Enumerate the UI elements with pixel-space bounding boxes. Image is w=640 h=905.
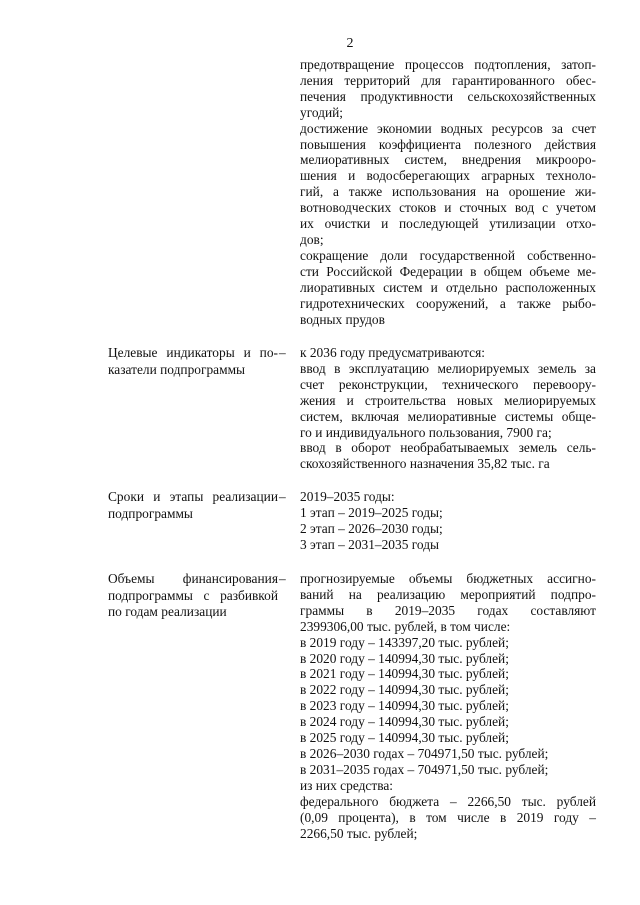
text-line: федерального бюджета – 2266,50 тыс. рублей: [300, 793, 596, 809]
row-dash: –: [279, 571, 286, 586]
text-line: ввод в эксплуатацию мелиорируемых земель за: [300, 360, 596, 376]
text-line: в 2021 году – 140994,30 тыс. рублей;: [300, 666, 509, 682]
text-line: в 2022 году – 140994,30 тыс. рублей;: [300, 682, 509, 698]
row-label: [108, 489, 278, 522]
text-line: предотвращение процессов подтопления, затоп-: [300, 57, 596, 72]
text-line: шения и водосберегающих аграрных техноло-: [300, 168, 596, 184]
text-line: 2399306,00 тыс. рублей, в том числе:: [300, 618, 511, 634]
page-number: 2: [346, 36, 354, 51]
text-line: лиоративных систем и отдельно расположенных: [300, 279, 596, 295]
row-label: [108, 345, 278, 378]
text-line: гий, а также использования на орошение жи-: [300, 184, 596, 200]
text-line: в 2025 году – 140994,30 тыс. рублей;: [300, 730, 509, 746]
text-line: печения продуктивности сельскохозяйственных: [300, 88, 596, 104]
text-line: угодий;: [300, 104, 344, 120]
text-line: го и индивидуального пользования, 7900 га;: [300, 424, 552, 440]
label-line: Сроки и этапы реализации: [108, 489, 278, 504]
text-line: из них средства:: [300, 777, 394, 793]
row-value: [300, 345, 596, 472]
text-line: повышения коэффициента полезного действия: [300, 136, 596, 152]
text-line: мелиоративных систем, внедрения микрооро-: [300, 152, 596, 168]
text-line: ваний на реализацию мероприятий подпро-: [300, 586, 596, 602]
text-line: жения и строительства новых мелиорируемых: [300, 392, 596, 408]
goals-continued: [300, 57, 596, 327]
text-line: 1 этап – 2019–2025 годы;: [300, 504, 443, 520]
text-line: в 2024 году – 140994,30 тыс. рублей;: [300, 714, 509, 730]
text-line: (0,09 процента), в том числе в 2019 году –: [300, 809, 596, 825]
label-line: Объемы финансирования: [108, 571, 278, 586]
row-dash: –: [279, 345, 286, 360]
text-line: 3 этап – 2031–2035 годы: [300, 536, 440, 552]
text-line: прогнозируемые объемы бюджетных ассигно-: [300, 571, 596, 586]
label-line: казатели подпрограммы: [108, 361, 246, 377]
text-line: в 2026–2030 годах – 704971,50 тыс. рублей;: [300, 745, 549, 761]
label-line: подпрограммы с разбивкой: [108, 587, 278, 603]
label-line: Целевые индикаторы и по-: [108, 345, 278, 360]
row-value: [300, 489, 596, 553]
text-line: дов;: [300, 231, 324, 247]
text-line: в 2019 году – 143397,20 тыс. рублей;: [300, 634, 509, 650]
text-line: сокращение доли государственной собственно-: [300, 247, 596, 263]
text-line: скохозяйственного назначения 35,82 тыс. га: [300, 456, 550, 472]
text-line: к 2036 году предусматриваются:: [300, 345, 485, 360]
label-line: по годам реализации: [108, 604, 227, 620]
row-value: [300, 571, 596, 841]
label-line: подпрограммы: [108, 505, 193, 521]
text-line: водных прудов: [300, 311, 385, 327]
text-line: 2019–2035 годы:: [300, 489, 395, 504]
row-dash: –: [279, 489, 286, 504]
text-line: гидротехнических сооружений, а также рыбо-: [300, 295, 596, 311]
text-line: 2 этап – 2026–2030 годы;: [300, 520, 443, 536]
text-line: в 2023 году – 140994,30 тыс. рублей;: [300, 698, 509, 714]
text-line: вотноводческих стоков и сточных вод с учетом: [300, 200, 596, 216]
text-line: достижение экономии водных ресурсов за счет: [300, 120, 596, 136]
text-line: ления территорий для гарантированного обес-: [300, 72, 596, 88]
text-line: 2266,50 тыс. рублей;: [300, 825, 418, 841]
text-line: их очистки и последующей утилизации отхо-: [300, 216, 596, 232]
text-line: ввод в оборот необрабатываемых земель сель-: [300, 440, 596, 456]
text-line: граммы в 2019–2035 годах составляют: [300, 602, 596, 618]
text-line: в 2031–2035 годах – 704971,50 тыс. рублей;: [300, 761, 549, 777]
text-line: систем, включая мелиоративные системы обще-: [300, 408, 596, 424]
text-line: сти Российской Федерации в общем объеме ме-: [300, 263, 596, 279]
row-label: [108, 571, 278, 621]
text-line: счет реконструкции, технического перевоору-: [300, 376, 596, 392]
text-line: в 2020 году – 140994,30 тыс. рублей;: [300, 650, 509, 666]
